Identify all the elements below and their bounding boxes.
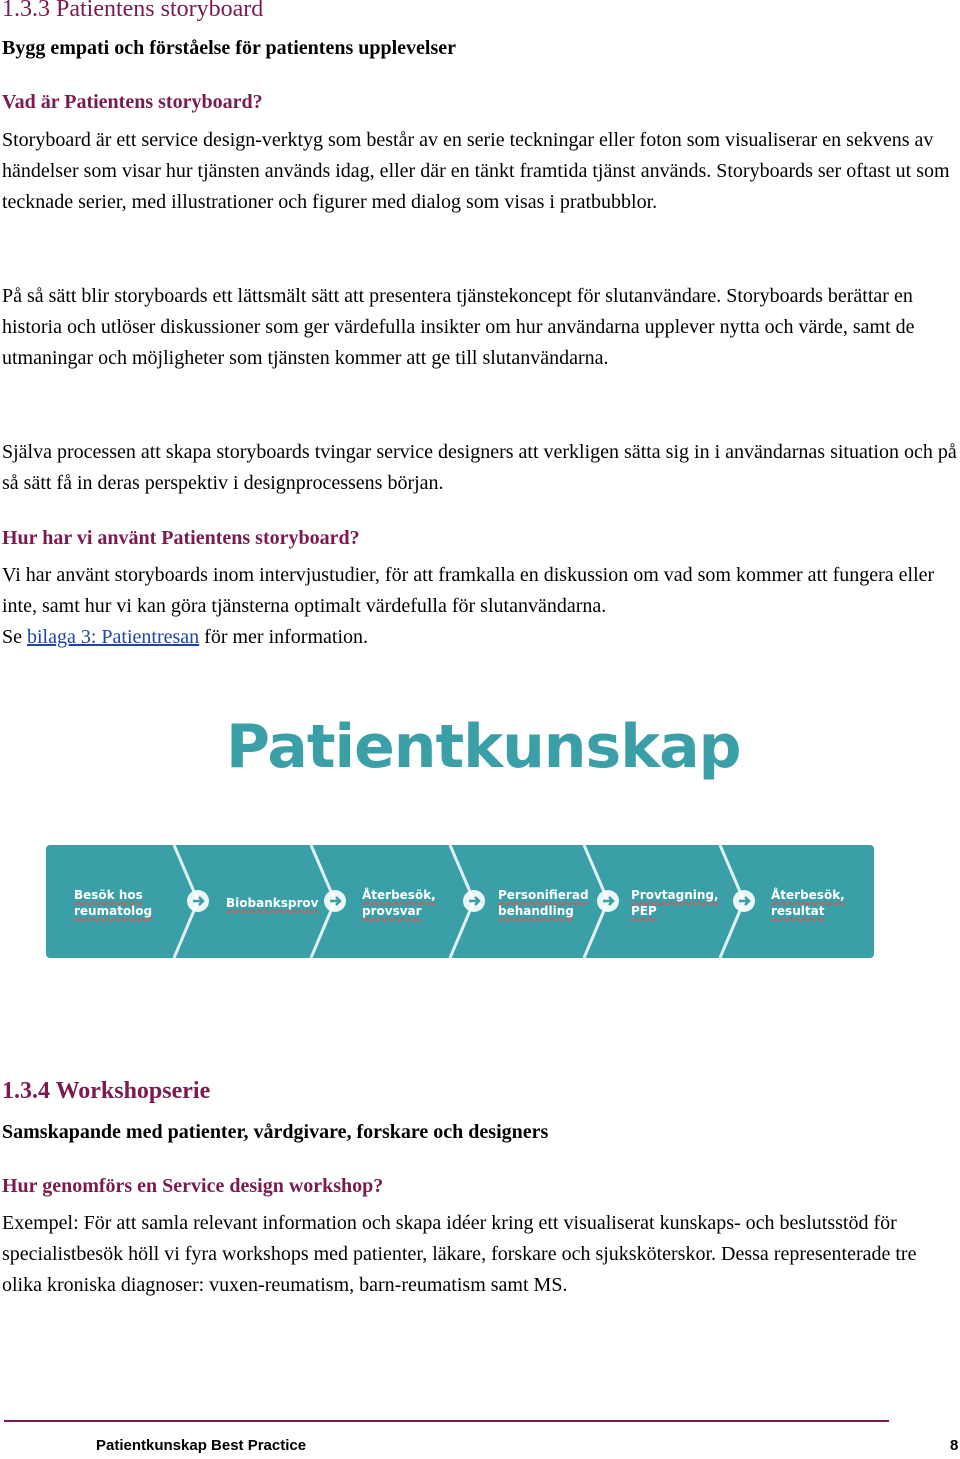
arrow-circle-icon — [733, 890, 755, 912]
paragraph: Storyboard är ett service design-verktyg som består av en serie teckningar eller foton som visualiserar en sekvens av händelser som visar hur tjänsten används idag, eller där en tänkt framtida tjänst används. Storyboards ser oftast ut som tecknade serier, med illustrationer och figurer med dialog som visas i pratbubblor. — [2, 129, 950, 213]
question-heading: Hur genomförs en Service design workshop? — [2, 1175, 384, 1197]
patientkunskap-logo: Patientkunskap — [226, 712, 741, 782]
section-heading: 1.3.4 Workshopserie — [2, 1078, 211, 1104]
arrow-circle-icon — [324, 890, 346, 912]
page-number: 8 — [950, 1437, 959, 1454]
paragraph: Vi har använt storyboards inom intervjustudier, för att framkalla en diskussion om vad som kommer att fungera eller inte, samt hur vi kan göra tjänsterna optimalt värdefulla för slutanvändarna. — [2, 564, 935, 617]
journey-step: Provtagning, PEP — [631, 888, 719, 918]
patient-journey-diagram — [46, 845, 874, 958]
journey-step: Personifierad behandling — [498, 888, 589, 918]
journey-step: Biobanksprov — [226, 896, 319, 910]
footer-divider — [4, 1420, 889, 1422]
question-heading: Vad är Patientens storyboard? — [2, 91, 263, 113]
paragraph: Själva processen att skapa storyboards tvingar service designers att verkligen sätta sig in i användarnas situation och på så sätt få in deras perspektiv i designprocessens början. — [2, 441, 957, 494]
arrow-circle-icon — [597, 890, 619, 912]
journey-step: Återbesök, resultat — [771, 888, 845, 918]
appendix-link[interactable]: bilaga 3: Patientresan — [27, 626, 200, 648]
section-subheading: Samskapande med patienter, vårdgivare, forskare och designers — [2, 1121, 549, 1143]
paragraph: Exempel: För att samla relevant information och skapa idéer kring ett visualiserat kunskaps- och beslutsstöd för specialistbesök höll vi fyra workshops med patienter, läkare, forskare och sjuksköterskor. Dessa representerade tre olika kroniska diagnoser: vuxen-reumatism, barn-reumatism samt MS. — [2, 1212, 917, 1296]
journey-arrows — [46, 845, 874, 958]
paragraph: På så sätt blir storyboards ett lättsmält sätt att presentera tjänstekoncept för slutanvändare. Storyboards berättar en historia och utlöser diskussioner som ger värdefulla insikter om hur användarna upplever nytta och värde, samt de utmaningar och möjligheter som tjänsten kommer att ge till slutanvändarna. — [2, 285, 915, 369]
question-heading: Hur har vi använt Patientens storyboard? — [2, 527, 360, 549]
section-subheading: Bygg empati och förståelse för patientens upplevelser — [2, 37, 457, 59]
arrow-circle-icon — [187, 890, 209, 912]
reference-paragraph: Se bilaga 3: Patientresan för mer information. — [2, 626, 369, 648]
journey-step: Besök hos reumatolog — [74, 888, 153, 918]
journey-step: Återbesök, provsvar — [362, 888, 436, 918]
arrow-circle-icon — [463, 890, 485, 912]
footer-title: Patientkunskap Best Practice — [96, 1437, 307, 1454]
section-heading: 1.3.3 Patientens storyboard — [2, 0, 264, 22]
